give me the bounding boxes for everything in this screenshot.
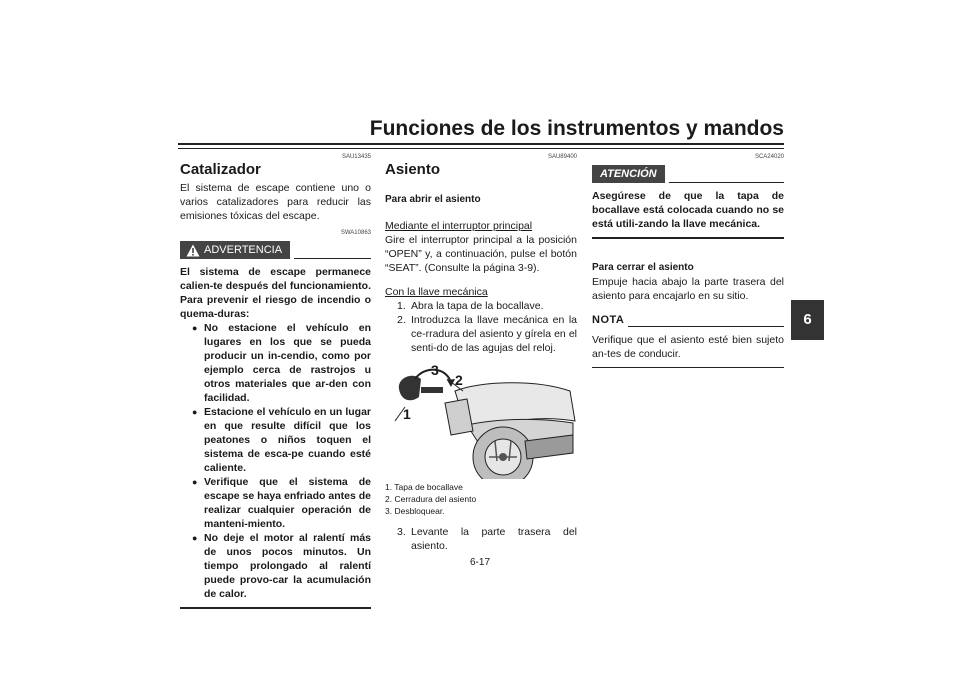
method-main-switch-text: Gire el interruptor principal a la posición “OPEN” y, a continuación, pulse el botón “SEAT”. (Consulte la página 3-9). <box>385 234 577 274</box>
caption-item: 2. Cerradura del asiento <box>385 494 477 504</box>
chapter-tab: 6 <box>791 300 824 340</box>
method-main-switch-title: Mediante el interruptor principal <box>385 220 533 232</box>
column-catalizador <box>180 153 371 609</box>
notice-header <box>592 165 784 183</box>
nota-label: NOTA <box>592 314 625 326</box>
column-asiento <box>385 153 577 553</box>
bullet-dot-icon: ● <box>192 533 198 543</box>
subheading-close-seat: Para cerrar el asiento <box>592 262 694 273</box>
section-heading-catalizador: Catalizador <box>180 161 261 178</box>
nota-rule <box>628 326 784 327</box>
notice-code: SCA24020 <box>754 154 784 160</box>
column-atencion <box>592 153 784 368</box>
bullet-dot-icon: ● <box>192 323 198 333</box>
bullet-dot-icon: ● <box>192 477 198 487</box>
warning-bullet <box>192 321 371 405</box>
step-number: 3. <box>397 526 406 538</box>
notice-rule <box>669 182 784 183</box>
figure-label-1: 1 <box>403 406 411 422</box>
method-key-title: Con la llave mecánica <box>385 286 488 298</box>
subheading-open-seat: Para abrir el asiento <box>385 194 481 205</box>
step-text: Abra la tapa de la bocallave. <box>411 300 544 312</box>
warning-bullet-text: No estacione el vehículo en lugares en los que se pueda producir un in-cendio, como por ejemplo cerca de rastrojos u otros materiales que ar-den con facilidad. <box>204 322 371 404</box>
step-number: 2. <box>397 314 406 326</box>
figure-label-2: 2 <box>455 372 463 388</box>
warning-bullet-text: Estacione el vehículo en un lugar en que resulte difícil que los peatones o niños toquen el sistema de esca-pe cuando esté caliente. <box>204 406 371 474</box>
page-header-title: Funciones de los instrumentos y mandos <box>369 117 784 140</box>
step-item <box>397 313 577 355</box>
figure-caption <box>385 481 577 517</box>
warning-bullet <box>192 405 371 475</box>
warning-triangle-icon <box>186 244 200 257</box>
step-item <box>397 299 577 313</box>
warning-header <box>180 241 371 259</box>
caption-item: 1. Tapa de bocallave <box>385 482 463 492</box>
warning-bullet <box>192 475 371 531</box>
caption-item: 3. Desbloquear. <box>385 506 445 516</box>
section-code: SAU13435 <box>341 154 371 160</box>
notice-end-rule <box>592 237 784 239</box>
warning-code: SWA10863 <box>340 230 371 236</box>
figure-label-3: 3 <box>431 362 439 378</box>
step-item <box>397 525 577 553</box>
seat-lock-figure <box>385 361 577 479</box>
notice-text: Asegúrese de que la tapa de bocallave está colocada cuando no se está utili-zando la llave mecánica. <box>592 190 784 230</box>
warning-badge <box>180 241 290 259</box>
nota-end-rule <box>592 367 784 368</box>
step-text: Levante la parte trasera del asiento. <box>411 526 577 552</box>
nota-header <box>592 313 784 327</box>
notice-badge: ATENCIÓN <box>592 165 665 183</box>
scooter-illustration <box>385 361 577 479</box>
steps-list <box>397 299 577 355</box>
warning-label: ADVERTENCIA <box>204 244 283 256</box>
close-seat-text: Empuje hacia abajo la parte trasera del asiento para encajarlo en su sitio. <box>592 276 784 302</box>
section-code: SAU89400 <box>547 154 577 160</box>
warning-bullet <box>192 531 371 601</box>
header-rule <box>178 143 784 145</box>
step-text: Introduzca la llave mecánica en la ce-rradura del asiento y gírela en el senti-do de las agujas del reloj. <box>411 314 577 354</box>
section-heading-asiento: Asiento <box>385 161 441 178</box>
steps-list-continued <box>397 525 577 553</box>
warning-rule <box>294 258 371 259</box>
warning-text: El sistema de escape permanece calien-te después del funcionamiento. Para prevenir el riesgo de incendio o quema-duras: <box>180 266 371 320</box>
step-number: 1. <box>397 300 406 312</box>
warning-end-rule <box>180 607 371 609</box>
catalizador-intro: El sistema de escape contiene uno o varios catalizadores para reducir las emisiones tóxicas del escape. <box>180 182 371 222</box>
nota-text: Verifique que el asiento esté bien sujeto an-tes de conducir. <box>592 334 784 360</box>
warning-bullet-text: Verifique que el sistema de escape se haya enfriado antes de realizar cualquier operación de manteni-miento. <box>204 476 371 530</box>
header-rule-thin <box>178 148 784 149</box>
bullet-dot-icon: ● <box>192 407 198 417</box>
warning-bullet-text: No deje el motor al ralentí más de unos pocos minutos. Un tiempo prolongado al ralentí puede provo-car la acumulación de calor. <box>204 532 371 600</box>
page-number: 6-17 <box>470 557 491 568</box>
